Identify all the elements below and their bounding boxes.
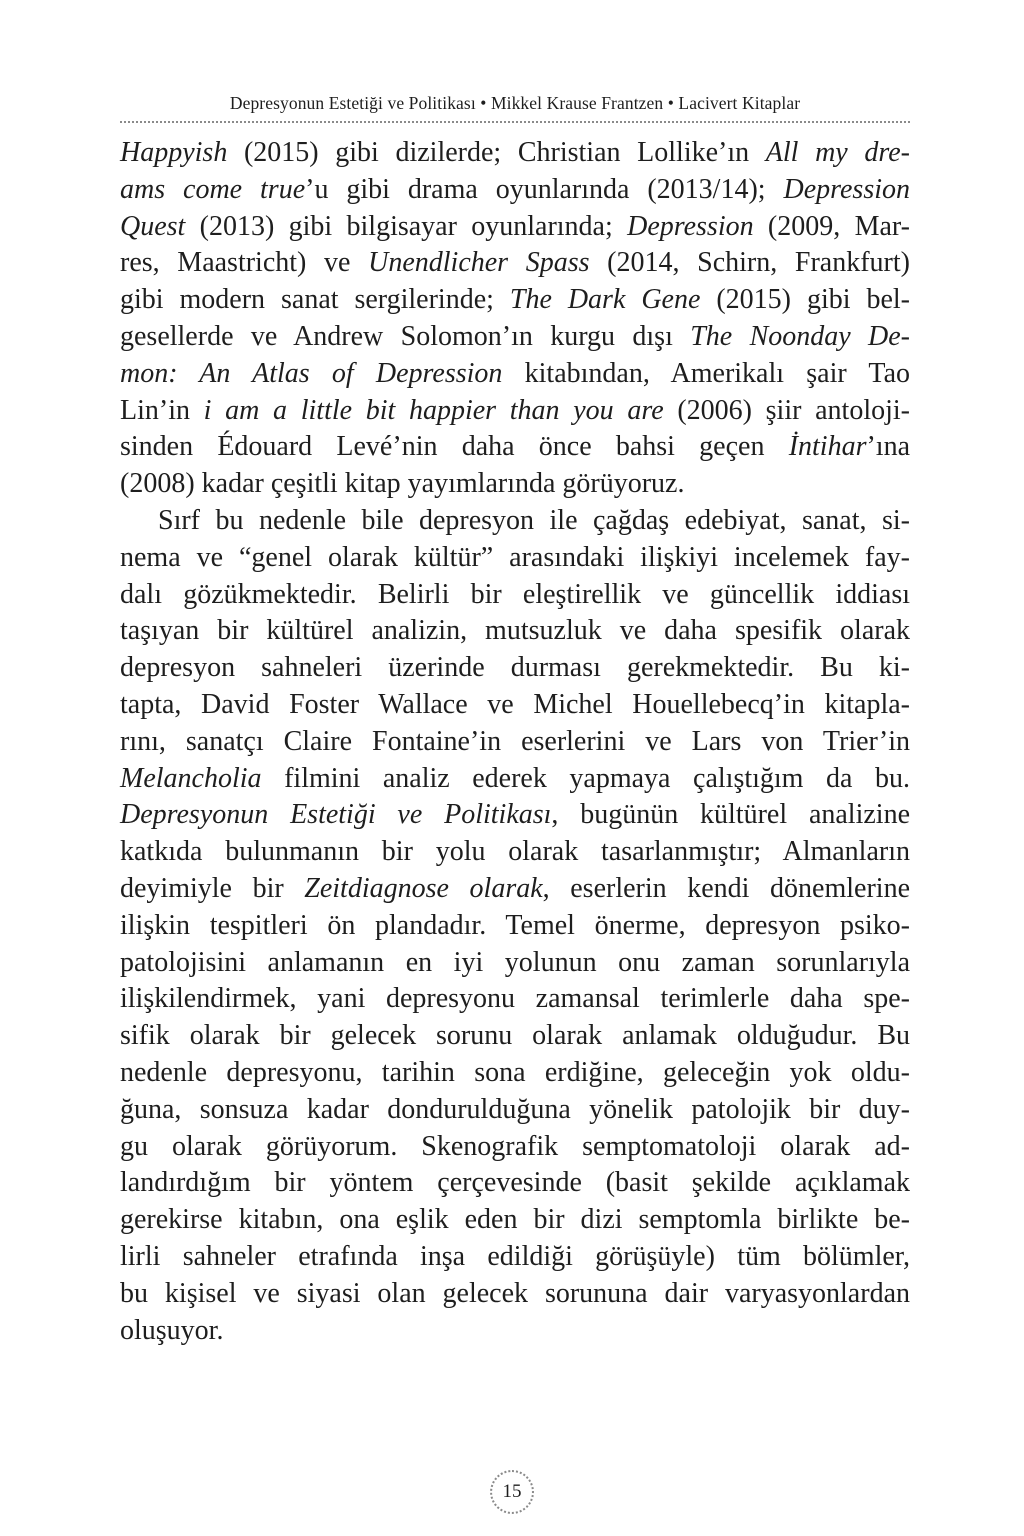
italic-title: All my dre-	[765, 137, 910, 168]
text-run: nedenle depresyonu, tarihin sona erdiğine, geleceğin yok oldu-	[120, 1056, 910, 1088]
text-run: (2013) gibi bilgisayar oyunlarında;	[185, 210, 628, 242]
text-run: kitabından, Amerikalı şair Tao	[502, 357, 910, 389]
text-run: sifik olarak bir gelecek sorunu olarak anlamak olduğudur. Bu	[120, 1020, 910, 1052]
text-run: (2015) gibi bel-	[700, 284, 910, 316]
text-line	[120, 356, 910, 393]
text-line	[120, 135, 910, 172]
text-run: (2006) şiir antoloji-	[663, 394, 910, 426]
text-run: res, Maastricht) ve	[120, 247, 369, 279]
text-run: dalı gözükmektedir. Belirli bir eleştirellik ve güncellik iddiası	[120, 578, 910, 610]
running-header: Depresyonun Estetiği ve Politikası • Mikkel Krause Frantzen • Lacivert Kitaplar	[229, 93, 801, 113]
text-line	[120, 871, 910, 908]
text-line	[120, 687, 910, 724]
text-line	[120, 1239, 910, 1276]
text-run: rını, sanatçı Claire Fontaine’in eserlerini ve Lars von Trier’in	[120, 725, 910, 757]
text-line	[120, 1313, 910, 1350]
italic-title: The Dark Gene	[509, 284, 701, 316]
text-line	[120, 1165, 910, 1202]
text-run: nema ve “genel olarak kültür” arasındaki ilişkiyi incelemek fay-	[120, 541, 910, 573]
text-line	[120, 650, 910, 687]
header-divider	[120, 121, 910, 123]
italic-title: mon: An Atlas of Depression	[120, 357, 503, 389]
italic-title: Unendlicher Spass	[368, 247, 590, 279]
text-run: Sırf bu nedenle bile depresyon ile çağdaş edebiyat, sanat, si-	[158, 504, 910, 536]
text-line	[120, 908, 910, 945]
italic-title: ams come true	[120, 173, 306, 205]
italic-title: i am a little bit happier than you are	[203, 394, 664, 426]
text-line	[120, 761, 910, 798]
text-line	[120, 1202, 910, 1239]
italic-title: Depression	[783, 173, 910, 205]
text-line	[120, 319, 910, 356]
text-line	[120, 1092, 910, 1129]
text-line	[120, 1055, 910, 1092]
italic-title: The Noonday De-	[690, 320, 911, 352]
text-run: sinden Édouard Levé’nin daha önce bahsi geçen	[120, 431, 789, 463]
text-line	[120, 245, 910, 282]
text-run: (2014, Schirn, Frankfurt)	[589, 247, 910, 279]
italic-title: Zeitdiagnose olarak	[304, 872, 543, 904]
italic-title: Melancholia	[120, 762, 262, 794]
text-line	[120, 503, 910, 540]
text-line	[120, 945, 910, 982]
text-run: (2015) gibi dizilerde; Christian Lollike’ın	[227, 137, 766, 168]
text-run: patolojisini anlamanın en iyi yolunun onu zaman sorunlarıyla	[120, 946, 910, 978]
text-line	[120, 724, 910, 761]
italic-title: Happyish	[120, 137, 228, 168]
text-run: gibi modern sanat sergilerinde;	[120, 284, 510, 316]
text-line	[120, 540, 910, 577]
paragraph-2	[120, 503, 910, 1349]
text-line	[120, 209, 910, 246]
text-run: deyimiyle bir	[120, 872, 305, 904]
text-run: gerekirse kitabın, ona eşlik eden bir dizi semptomla birlikte be-	[120, 1204, 910, 1236]
text-line	[120, 613, 910, 650]
text-run: bu kişisel ve siyasi olan gelecek sorununa dair varyasyonlardan	[120, 1277, 910, 1309]
text-line	[120, 466, 910, 503]
text-run: gesellerde ve Andrew Solomon’ın kurgu dışı	[120, 320, 691, 352]
text-run: filmini analiz ederek yapmaya çalıştığım da bu.	[261, 762, 910, 794]
text-line	[120, 1018, 910, 1055]
italic-title: Depression	[627, 210, 754, 242]
text-line	[120, 577, 910, 614]
text-line	[120, 1129, 910, 1166]
text-line	[120, 282, 910, 319]
text-run: oluşuyor.	[120, 1314, 224, 1346]
text-line	[120, 429, 910, 466]
text-line	[120, 1276, 910, 1313]
text-run: gu olarak görüyorum. Skenografik semptomatoloji olarak ad-	[120, 1130, 910, 1162]
text-run: (2008) kadar çeşitli kitap yayımlarında görüyoruz.	[120, 468, 685, 500]
text-run: ğuna, sonsuza kadar dondurulduğuna yönelik patolojik bir duy-	[120, 1093, 910, 1125]
text-run: ’ına	[866, 431, 910, 463]
paragraph-1	[120, 135, 910, 503]
text-line	[120, 797, 910, 834]
text-line	[120, 981, 910, 1018]
italic-title: Quest	[120, 210, 186, 242]
text-line	[120, 393, 910, 430]
text-run: depresyon sahneleri üzerinde durması gerekmektedir. Bu ki-	[120, 652, 910, 684]
body-text	[120, 135, 910, 1349]
text-run: landırdığım bir yöntem çerçevesinde (basit şekilde açıklamak	[120, 1167, 910, 1199]
italic-title: İntihar	[788, 431, 867, 463]
text-run: , eserlerin kendi dönemlerine	[542, 872, 910, 904]
text-run: , bugünün kültürel analizine	[551, 799, 910, 831]
text-run: Lin’in	[120, 394, 204, 426]
text-run: taşıyan bir kültürel analizin, mutsuzluk ve daha spesifik olarak	[120, 615, 910, 647]
text-run: ilişkilendirmek, yani depresyonu zamansal terimlerle daha spe-	[120, 983, 910, 1015]
page-number: 15	[490, 1470, 534, 1514]
text-line	[120, 834, 910, 871]
text-run: katkıda bulunmanın bir yolu olarak tasarlanmıştır; Almanların	[120, 836, 910, 868]
text-run: lirli sahneler etrafında inşa edildiği görüşüyle) tüm bölümler,	[120, 1240, 910, 1272]
italic-title: Depresyonun Estetiği ve Politikası	[120, 799, 552, 831]
text-run: ’u gibi drama oyunlarında (2013/14);	[305, 173, 784, 205]
text-run: tapta, David Foster Wallace ve Michel Houellebecq’in kitapla-	[120, 688, 910, 720]
text-run: (2009, Mar-	[753, 210, 910, 242]
text-run: ilişkin tespitleri ön plandadır. Temel önerme, depresyon psiko-	[120, 909, 910, 941]
text-line	[120, 172, 910, 209]
